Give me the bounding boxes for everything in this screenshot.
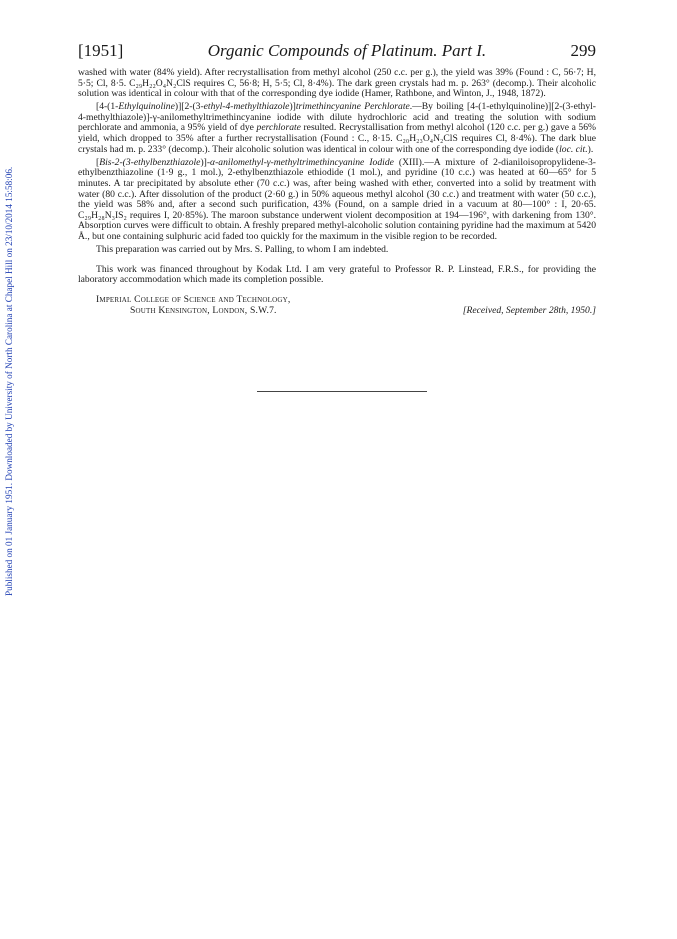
header-title: Organic Compounds of Platinum. Part I.	[207, 41, 487, 60]
affiliation-block	[78, 294, 596, 316]
institution-location: South Kensington, London, S.W.7.	[130, 304, 277, 316]
download-watermark-text: Published on 01 January 1951. Downloaded by University of North Carolina at Chapel Hill on 23/10/2014 15:58:06.	[4, 166, 14, 596]
p3-text-e: (XIII).—A mixture of 2-dianiloisopropylidene-3-ethylbenzthiazoline (1·9 g., 1 mol.), 2-ethylbenzthiazole ethiodide (1 mol.), and pyridine (10 c.c.) was heated at 60—65° for 5 minutes. A tar precipitated by absolute ether (70 c.c.) was, after being washed with ether, converted into a solid by treatment with water (80 c.c.). After dissolution of the product (2·60 g.) in 50% aqueous methyl alcohol (30 c.c.) and treatment with water (50 c.c.), the yield was 58% and, after a second such purification, 43% (Found, on a sample dried in a vacuum at 80—100° : I, 20·65. C₂₉H₂₈N₃IS₂ requires I, 20·85%). The maroon substance underwent violent decomposition at 194—196°, with darkening from 130°. Absorption curves were difficult to obtain. A freshly prepared methyl-alcoholic solution containing pyridine had the maximum at 5420 Å., but one containing sulphuric acid faded too quickly for the maximum in the visible region to be recorded.	[78, 156, 596, 242]
paragraph-perchlorate	[78, 102, 596, 155]
p3-text-c: )]-	[200, 156, 211, 168]
paragraph-acknowledgement: This work was financed throughout by Kodak Ltd. I am very grateful to Professor R. P. Linstead, F.R.S., for providing the laboratory accommodation which made its completion possible.	[78, 263, 596, 286]
p2-text-j: loc. cit.	[559, 143, 588, 155]
p2-text-c: )][2-(3-	[174, 101, 204, 113]
download-watermark	[2, 96, 18, 596]
paragraph-1: washed with water (84% yield). After recrystallisation from methyl alcohol (250 c.c. per g.), the yield was 39% (Found : C, 56·7; H, 5·5; Cl, 8·5. C₂₉H₂₂O₄N₂ClS requires C, 56·8; H, 5·5; Cl, 8·4%). The dark green crystals had m. p. 263° (decomp.). Their alcoholic solution was identical in colour with that of the corresponding dye iodide (Hamer, Rathbone, and Winton, J., 1948, 1872).	[78, 67, 596, 100]
end-rule	[257, 391, 427, 392]
p2-text-h: perchlorate	[256, 122, 301, 134]
p3-text-b: Bis-2-(3-ethylbenzthiazole	[99, 156, 201, 168]
institution-address	[78, 294, 291, 316]
p2-text-e: )]	[289, 101, 296, 113]
p2-text-g: .—By boiling [4-(1-ethylquinoline)][2-(3-ethyl-4-methylthiazole)]-γ-anilomethyltrimethincyanine iodide with dilute hydrochloric acid and treating the solution with sodium perchlorate and ammonia, a 95% yield of dye	[78, 101, 596, 134]
running-header	[78, 41, 596, 61]
header-page-number: 299	[570, 41, 596, 60]
p2-text-a: [4-(1-	[96, 101, 119, 113]
p3-text-a: [	[96, 156, 100, 168]
institution-name: Imperial College of Science and Technology,	[96, 293, 291, 305]
article-body	[78, 68, 596, 316]
paragraph-iodide	[78, 158, 596, 243]
header-year: [1951]	[78, 41, 124, 60]
p2-text-b: Ethylquinoline	[118, 101, 175, 113]
received-date: [Received, September 28th, 1950.]	[462, 304, 596, 316]
p2-text-i: resulted. Recrystallisation from methyl alcohol (120 c.c. per g.) gave a 56% yield, which dropped to 35% after a further recrystallisation (Found : C., 8·15. C₂₀H₂₃O₄N₂ClS requires Cl, 8·4%). The dark blue crystals had m. p. 233° (decomp.). Their alcoholic solution was identical in colour with one of the corresponding dye iodide (	[78, 122, 596, 155]
p2-text-d: ethyl-4-methylthiazole	[203, 101, 290, 113]
paragraph-preparation-note: This preparation was carried out by Mrs. S. Palling, to whom I am indebted.	[96, 244, 389, 255]
p2-text-k: ).	[587, 143, 594, 155]
p2-text-f: trimethincyanine Perchlorate	[295, 101, 410, 113]
p3-text-d: α-anilomethyl-γ-methyltrimethincyanine Iodide	[210, 156, 394, 168]
